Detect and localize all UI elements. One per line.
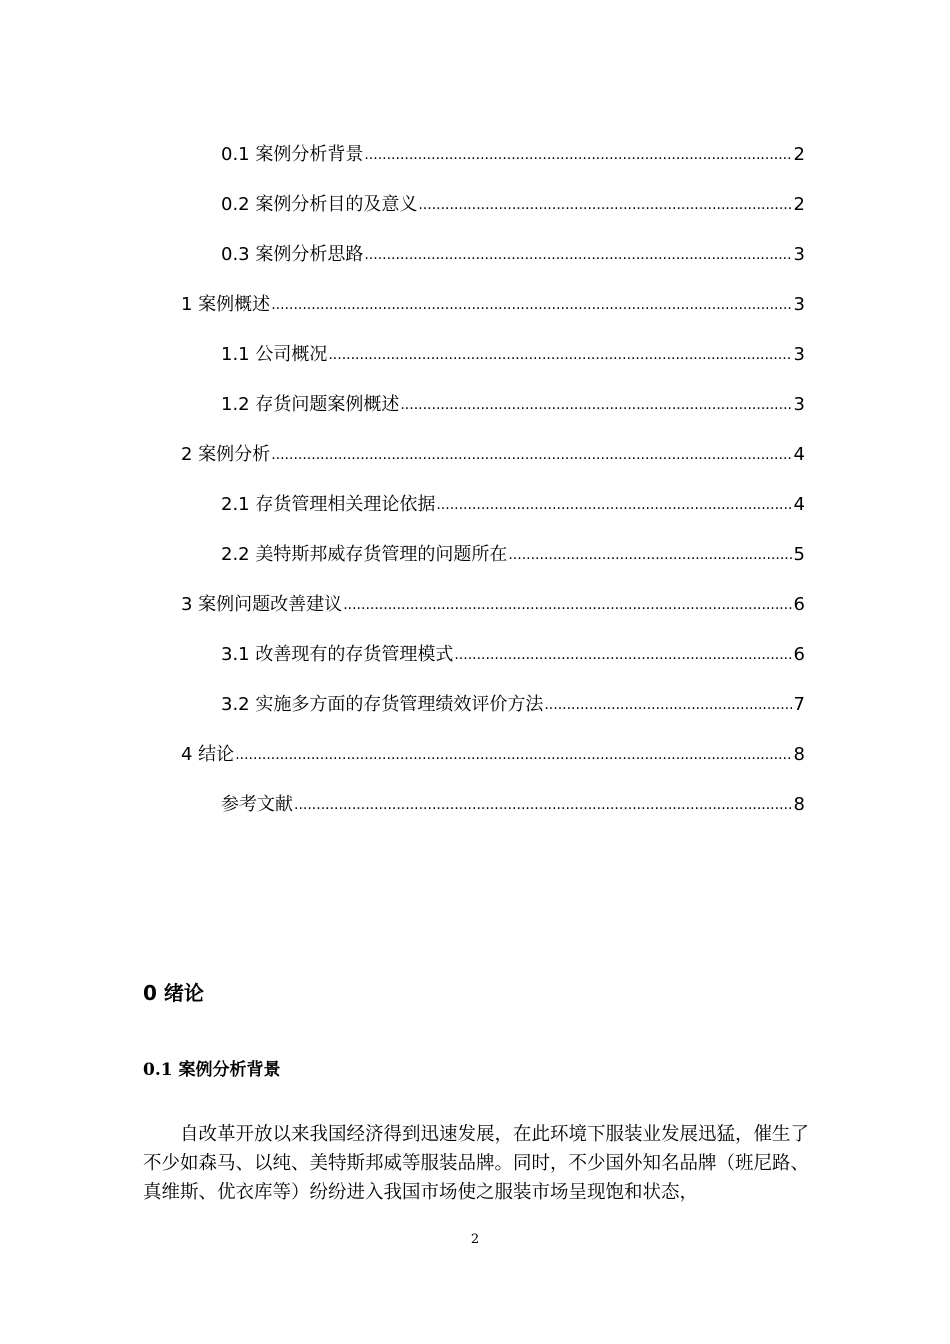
toc-entry[interactable] [221,486,805,516]
toc-entry-title: 4 结论 [181,744,235,765]
toc-leader-dots [235,744,791,766]
toc-leader-dots [271,444,791,466]
toc-leader-dots [364,244,791,266]
toc-leader-dots [364,144,791,166]
toc-entry[interactable] [221,336,805,366]
toc-entry-page: 6 [793,594,805,615]
toc-entry-page: 8 [793,744,805,765]
toc-entry-page: 5 [793,544,805,565]
toc-leader-dots [454,644,791,666]
toc-entry-page: 6 [793,644,805,665]
toc-entry[interactable] [221,536,805,566]
toc-entry[interactable] [181,436,805,466]
toc-entry-title: 3 案例问题改善建议 [181,594,343,615]
toc-entry-page: 3 [793,294,805,315]
toc-entry-title: 3.2 实施多方面的存货管理绩效评价方法 [221,694,544,715]
toc-entry[interactable] [221,786,805,816]
toc-leader-dots [343,594,791,616]
toc-entry-title: 1 案例概述 [181,294,271,315]
toc-leader-dots [271,294,791,316]
toc-entry-title: 2.2 美特斯邦威存货管理的问题所在 [221,544,508,565]
toc-leader-dots [294,794,792,816]
toc-entry-page: 2 [793,144,805,165]
toc-entry-page: 3 [793,344,805,365]
toc-entry-title: 参考文献 [221,794,293,815]
toc-entry-page: 2 [793,194,805,215]
toc-entry[interactable] [221,236,805,266]
toc-entry[interactable] [221,686,805,716]
toc-entry-title: 0.3 案例分析思路 [221,244,364,265]
toc-entry[interactable] [181,286,805,316]
toc-entry-title: 0.2 案例分析目的及意义 [221,194,418,215]
toc-entry-page: 4 [793,444,805,465]
toc-entry-page: 8 [793,794,805,815]
toc-entry[interactable] [181,736,805,766]
toc-entry[interactable] [221,186,805,216]
toc-leader-dots [436,494,791,516]
toc-entry[interactable] [221,386,805,416]
toc-entry-title: 2 案例分析 [181,444,271,465]
toc-leader-dots [418,194,791,216]
toc-entry[interactable] [221,636,805,666]
toc-leader-dots [544,694,791,716]
toc-entry-title: 2.1 存货管理相关理论依据 [221,494,436,515]
toc-leader-dots [328,344,791,366]
toc-entry[interactable] [221,136,805,166]
toc-entry-title: 3.1 改善现有的存货管理模式 [221,644,454,665]
toc-entry-title: 1.1 公司概况 [221,344,328,365]
body-paragraph: 自改革开放以来我国经济得到迅速发展，在此环境下服装业发展迅猛，催生了不少如森马、以纯、美特斯邦威等服装品牌。同时，不少国外知名品牌（班尼路、真维斯、优衣库等）纷纷进入我国市场使之服装市场呈现饱和状态， [143,1124,810,1203]
toc-leader-dots [508,544,791,566]
toc-entry-title: 0.1 案例分析背景 [221,144,364,165]
section-heading: 0.1 案例分析背景 [143,1060,281,1080]
toc-entry[interactable] [181,586,805,616]
chapter-heading: 0 绪论 [143,981,204,1005]
toc-entry-page: 7 [793,694,805,715]
toc-entry-page: 3 [793,244,805,265]
toc-leader-dots [400,394,791,416]
toc-entry-page: 3 [793,394,805,415]
toc-entry-title: 1.2 存货问题案例概述 [221,394,400,415]
toc-entry-page: 4 [793,494,805,515]
page-number: 2 [470,1232,480,1247]
